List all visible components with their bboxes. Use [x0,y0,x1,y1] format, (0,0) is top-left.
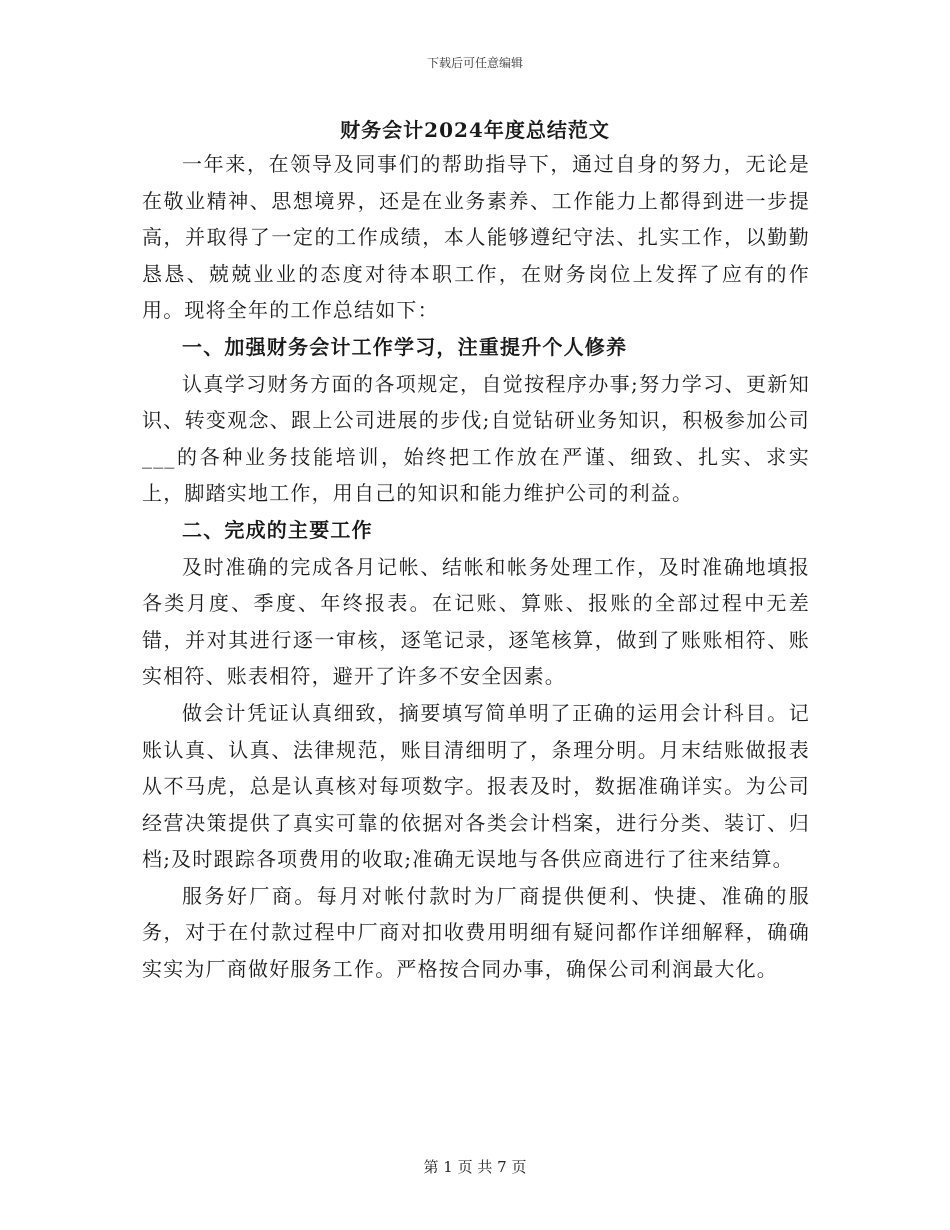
section-2-paragraph-1: 及时准确的完成各月记帐、结帐和帐务处理工作，及时准确地填报各类月度、季度、年终报表。在记账、算账、报账的全部过程中无差错，并对其进行逐一审核，逐笔记录，逐笔核算，做到了账账相符、账实相符、账表相符，避开了许多不安全因素。 [142,554,810,689]
document-body [142,146,810,988]
section-2-heading: 二、完成的主要工作 [182,517,373,542]
section-1-paragraph: 认真学习财务方面的各项规定，自觉按程序办事;努力学习、更新知识、转变观念、跟上公司进展的步伐;自觉钻研业务知识，积极参加公司___的各种业务技能培训，始终把工作放在严谨、细致、扎实、求实上，脚踏实地工作，用自己的知识和能力维护公司的利益。 [142,371,810,506]
page-number-footer: 第 1 页 共 7 页 [423,1158,527,1176]
section-1-heading: 一、加强财务会计工作学习，注重提升个人修养 [182,334,628,359]
section-2-paragraph-3: 服务好厂商。每月对帐付款时为厂商提供便利、快捷、准确的服务，对于在付款过程中厂商对扣收费用明细有疑问都作详细解释，确确实实为厂商做好服务工作。严格按合同办事，确保公司利润最大化。 [142,883,810,982]
intro-paragraph: 一年来，在领导及同事们的帮助指导下，通过自身的努力，无论是在敬业精神、思想境界，还是在业务素养、工作能力上都得到进一步提高，并取得了一定的工作成绩，本人能够遵纪守法、扎实工作，以勤勤恳恳、兢兢业业的态度对待本职工作，在财务岗位上发挥了应有的作用。现将全年的工作总结如下： [142,152,810,323]
document-title: 财务会计2024年度总结范文 [340,118,610,142]
page-header-note: 下载后可任意编辑 [426,56,523,70]
section-2-paragraph-2: 做会计凭证认真细致，摘要填写简单明了正确的运用会计科目。记账认真、认真、法律规范，账目清细明了，条理分明。月末结账做报表从不马虎，总是认真核对每项数字。报表及时，数据准确详实。为公司经营决策提供了真实可靠的依据对各类会计档案，进行分类、装订、归档;及时跟踪各项费用的收取;准确无误地与各供应商进行了往来结算。 [142,700,810,872]
